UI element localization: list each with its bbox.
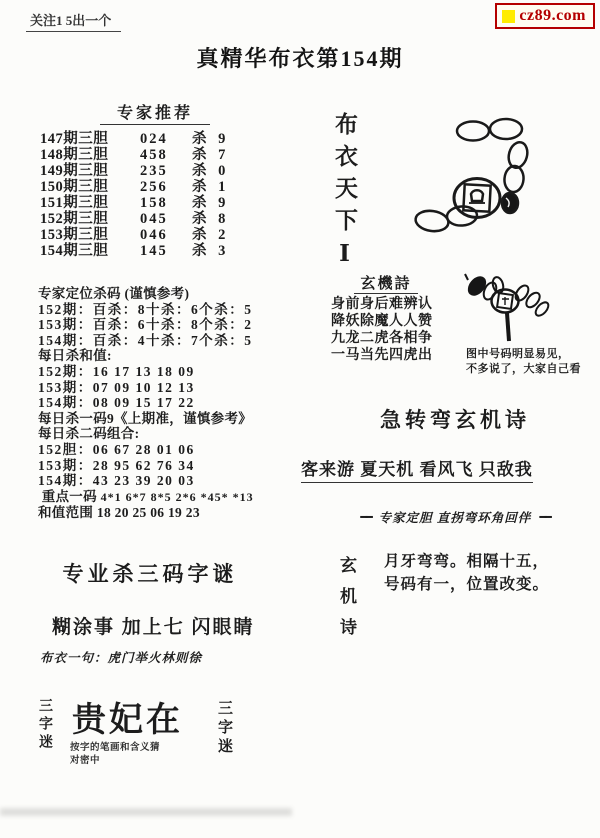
- expert-row: [40, 179, 270, 195]
- row-code: 158: [140, 195, 168, 211]
- site-logo[interactable]: [495, 3, 595, 29]
- row-kill: 杀 2: [192, 227, 230, 243]
- row-label: 152期三胆: [40, 211, 109, 227]
- kill-codes-section: [38, 286, 288, 521]
- riddle-hint-line2: 对密中: [70, 756, 101, 766]
- bottom-poem-line1: 月牙弯弯。相隔十五，: [384, 553, 550, 570]
- expert-row: [40, 227, 270, 243]
- divider-dash-right: ━━: [539, 509, 550, 524]
- sharp-turn-poem-title: 急转弯玄机诗: [380, 408, 530, 432]
- logo-text: cz89.com: [519, 7, 586, 24]
- expert-row: [40, 243, 270, 259]
- top-attention-note: 关注1 5出一个: [26, 10, 121, 32]
- row-code: 145: [140, 243, 168, 259]
- expert-row: [40, 147, 270, 163]
- riddle-hint-line1: 按字的笔画和含义猜: [70, 743, 161, 753]
- row-label: 149期三胆: [40, 163, 109, 179]
- daily-kill-one-line: 每日杀一码9《上期准，谨慎参考》: [38, 410, 253, 426]
- xuanji-poem-header: 玄機詩: [354, 272, 418, 294]
- kill-two-row: 152胆：06 67 28 01 06: [38, 441, 195, 457]
- buyi-sentence: 布衣一句：虎门举火林则徐: [40, 651, 203, 665]
- expert-row: [40, 211, 270, 227]
- expert-dan-divider: [322, 508, 588, 526]
- coin-chain-drawing-small: [452, 270, 552, 345]
- row-code: 024: [140, 131, 168, 147]
- drawing-caption-line2: 不多说了，大家自己看: [466, 363, 581, 375]
- row-kill: 杀 8: [192, 211, 230, 227]
- positioning-row: 153期：百杀：6十杀：8个杀：2: [38, 317, 253, 333]
- daily-sum-row: 153期：07 09 10 12 13: [38, 379, 195, 395]
- bottom-poem-line2: 号码有一，位置改变。: [384, 576, 550, 593]
- page-title: 真精华布衣第154期: [196, 46, 404, 71]
- row-code: 458: [140, 147, 168, 163]
- row-label: 148期三胆: [40, 147, 109, 163]
- expert-recommend-header: 专家推荐: [100, 100, 210, 125]
- positioning-row: 152期：百杀：8十杀：6个杀：5: [38, 301, 253, 317]
- expert-recommend-section: [40, 100, 270, 259]
- daily-sum-row: 154期：08 09 15 17 22: [38, 395, 195, 411]
- logo-yellow-square-icon: [502, 10, 515, 23]
- xuanji-poem-line: 降妖除魔人人赞: [331, 314, 433, 329]
- row-label: 153期三胆: [40, 227, 109, 243]
- coin-chain-drawing-large: [405, 116, 550, 241]
- xuanji-poem-section: [331, 272, 441, 364]
- row-label: 154期三胆: [40, 243, 109, 259]
- key-code-values: 4*1 6*7 8*5 2*6 *45* *13: [100, 489, 254, 504]
- row-label: 147期三胆: [40, 131, 109, 147]
- key-code-label: 重点一码: [41, 488, 97, 504]
- row-kill: 杀 1: [192, 179, 230, 195]
- positioning-row: 154期：百杀：4十杀：7个杀：5: [38, 332, 253, 348]
- buyi-tianxia-vertical-title: 布衣天下Ⅰ: [332, 112, 357, 276]
- three-char-riddle-word: 贵妃在: [72, 702, 183, 739]
- kill-two-row: 154期：43 23 39 20 03: [38, 473, 195, 489]
- row-code: 235: [140, 163, 168, 179]
- xuanji-poem-line: 九龙二虎各相争: [331, 331, 433, 346]
- drawing-caption: [466, 347, 581, 377]
- daily-sum-row: 152期：16 17 13 18 09: [38, 363, 195, 379]
- sum-range-label: 和值范围: [38, 505, 94, 521]
- divider-dash-left: ━━: [360, 509, 371, 524]
- row-code: 046: [140, 227, 168, 243]
- drawing-caption-line1: 图中号码明显易见，: [466, 348, 570, 360]
- row-label: 151期三胆: [40, 195, 109, 211]
- row-kill: 杀 0: [192, 163, 230, 179]
- scan-artifact-bar: [0, 808, 292, 816]
- three-char-riddle-label-right: 三字迷: [216, 700, 232, 757]
- row-label: 150期三胆: [40, 179, 109, 195]
- expert-row: [40, 131, 270, 147]
- row-kill: 杀 3: [192, 243, 230, 259]
- expert-row: [40, 195, 270, 211]
- kill-two-header: 每日杀二码组合:: [38, 426, 140, 442]
- divider-text: 专家定胆 直拐弯环角回伴: [378, 511, 532, 525]
- row-code: 256: [140, 179, 168, 195]
- row-kill: 杀 9: [192, 131, 230, 147]
- row-kill: 杀 7: [192, 147, 230, 163]
- three-code-puzzle-title: 专业杀三码字谜: [62, 562, 238, 586]
- expert-row: [40, 163, 270, 179]
- riddle-hint-note: [70, 742, 160, 768]
- sum-range-line: [38, 505, 288, 521]
- daily-sum-header: 每日杀和值:: [38, 348, 112, 364]
- positioning-header: 专家定位杀码 (谨慎参考): [38, 286, 190, 301]
- three-char-riddle-label-left: 三字迷: [37, 698, 52, 752]
- sum-range-values: 18 20 25 06 19 23: [96, 505, 200, 521]
- key-code-line: [38, 489, 288, 506]
- row-code: 045: [140, 211, 168, 227]
- kill-two-row: 153期：28 95 62 76 34: [38, 457, 195, 473]
- row-kill: 杀 9: [192, 195, 230, 211]
- bottom-poem-lines: [384, 550, 549, 596]
- bottom-poem-vertical-title: 玄机诗: [337, 556, 356, 649]
- xuanji-poem-line: 一马当先四虎出: [331, 348, 433, 363]
- sharp-turn-poem-line: 客来游 夏天机 看风飞 只敌我: [301, 455, 533, 483]
- xuanji-poem-line: 身前身后难辨认: [331, 297, 433, 312]
- puzzle-riddle-line: 糊涂事 加上七 闪眼睛: [52, 617, 255, 638]
